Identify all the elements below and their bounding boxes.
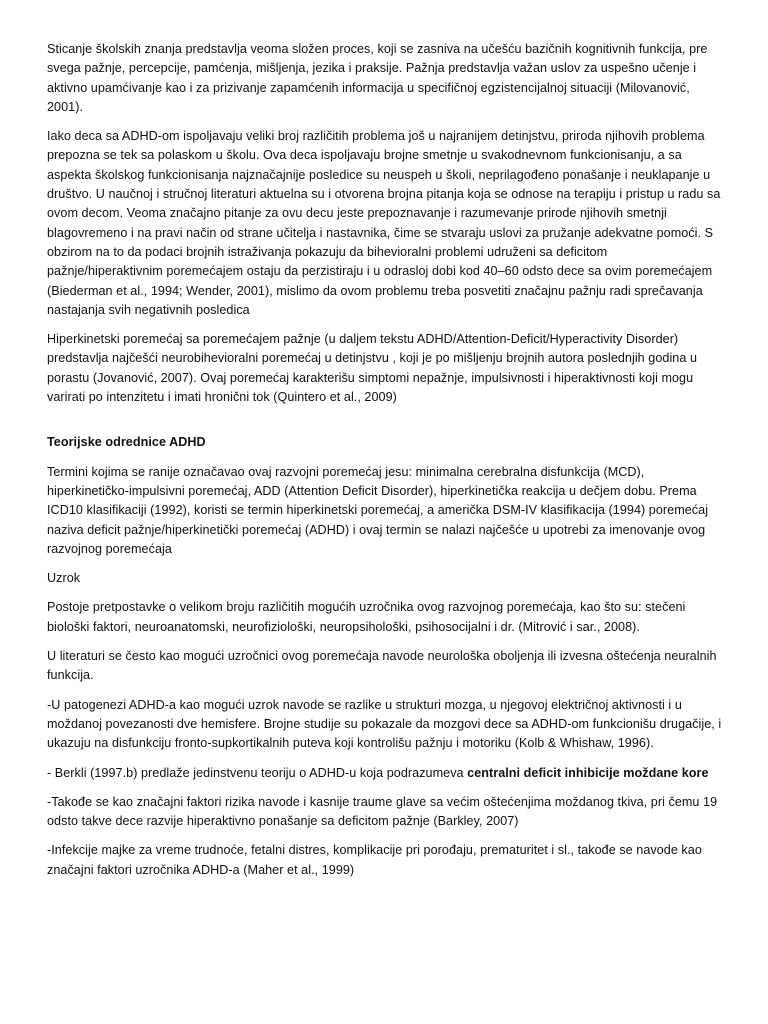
paragraph-neurological: U literaturi se često kao mogući uzročnici ovog poremećaja navode neurološka oboljenja ili izvesna oštećenja neuralnih funkcija. bbox=[47, 649, 717, 683]
barkley-emphasis: centralni deficit inhibicije moždane kore bbox=[467, 765, 709, 780]
barkley-text: - Berkli (1997.b) predlaže jedinstvenu teoriju o ADHD-u koja podrazumeva bbox=[47, 765, 468, 780]
paragraph-barkley-theory bbox=[47, 764, 723, 783]
paragraph-adhd-definition: Hiperkinetski poremećaj sa poremećajem pažnje (u daljem tekstu ADHD/Attention-Deficit/Hyperactivity Disorder) predstavlja najčešći neurobihevioralni poremećaj u detinjstvu , koji je po mišljenju brojnih autora poslednjih godina u porastu (Jovanović, 2007). Ovaj poremećaj karakterišu simptomi nepažnje, impulsivnosti i hiperaktivnosti koji mogu varirati po intenzitetu i imati hronični tok (Quintero et al., 2009) bbox=[47, 332, 698, 405]
paragraph-pathogenesis: -U patogenezi ADHD-a kao mogući uzrok navode se razlike u strukturi mozga, u njegovoj električnoj aktivnosti i u moždanoj povezanosti dve hemisfere. Brojne studije su pokazale da mozgovi dece sa ADHD-om funkcionišu drugačije, i ukazuju na disfunkciju fronto-supkortikalnih puteva koji kontrolišu pažnju i motoriku (Kolb & Whishaw, 1996). bbox=[47, 697, 722, 751]
paragraph-causes: Postoje pretpostavke o velikom broju različitih mogućih uzročnika ovog razvojnog poremećaja, kao što su: stečeni biološki faktori, neuroanatomski, neurofiziološki, neuropsihološki, psihosocijalni i dr. (Mitrović i sar., 2008). bbox=[47, 600, 686, 634]
paragraph-head-trauma: -Takođe se kao značajni faktori rizika navode i kasnije traume glave sa većim oštećenjima moždanog tkiva, pri čemu 19 odsto takve dece razvije hiperaktivno ponašanje sa deficitom pažnje (Barkley, 2007) bbox=[47, 794, 718, 829]
section-heading: Teorijske odrednice ADHD bbox=[47, 435, 206, 450]
paragraph-terminology: Termini kojima se ranije označavao ovaj razvojni poremećaj jesu: minimalna cerebralna disfunkcija (MCD), hiperkinetičko-impulsivni poremećaj, ADD (Attention Deficit Disorder), hiperkinetička reakcija u dečjem dobu. Prema ICD10 klasifikaciji (1992), koristi se termin hiperkinetski poremećaj, a američka DSM-IV klasifikacija (1994) poremećaj naziva deficit pažnje/hiperkinetički poremećaj (ADHD) i ovaj termin se nalazi najčešće u upotrebi za imenovanje ovog razvojnog poremećaja bbox=[47, 464, 709, 556]
paragraph-intro: Sticanje školskih znanja predstavlja veoma složen proces, koji se zasniva na učešću bazičnih kognitivnih funkcija, pre svega pažnje, percepcije, pamćenja, mišljenja, jezika i praksije. Pažnja predstavlja važan uslov za uspešno učenje i aktivno upamćivanje kao i za prizivanje zapamćenih informacija u specifičnoj egzistencijalnoj situaciji (Milovanović, 2001). bbox=[47, 42, 708, 114]
document-page bbox=[47, 40, 723, 890]
paragraph-infections: -Infekcije majke za vreme trudnoće, fetalni distres, komplikacije pri porođaju, prematuritet i sl., takođe se navode kao značajni faktori uzročnika ADHD-a (Maher et al., 1999) bbox=[47, 843, 702, 877]
paragraph-adhd-school: Iako deca sa ADHD-om ispoljavaju veliki broj različitih problema još u najranijem detinjstvu, priroda njihovih problema prepozna se tek sa polaskom u školu. Ova deca ispoljavaju brojne smetnje u svakodnevnom funkcionisanju, a sa aspekta školskog funkcionisanja najznačajnije posledice su neuspeh u školi, neprilagođeno ponašanje i neuklapanje u društvo. U naučnoj i stručnoj literaturi aktuelna su i otvorena brojna pitanja koja se odnose na terapiju i pristup u radu sa ovom decom. Veoma značajno pitanje za ovu decu jeste prepoznavanje i razumevanje prirode njihovih smetnji blagovremeno i na pravi način od strane učitelja i nastavnika, čime se stvaraju uslovi za pružanje adekvatne pomoći. S obzirom na to da podaci brojnih istraživanja pokazuju da bihevioralni problemi udruženi sa deficitom pažnje/hiperaktivnim poremećajem ostaju da perzistiraju i u odrasloj dobi kod 40–60 odsto dece sa ovim poremećajem (Biederman et al., 1994; Wender, 2001), mislimo da ovom problemu treba posvetiti značajnu pažnju radi sprečavanja nastajanja svih negativnih posledica bbox=[47, 129, 721, 317]
subsection-label: Uzrok bbox=[47, 571, 81, 586]
